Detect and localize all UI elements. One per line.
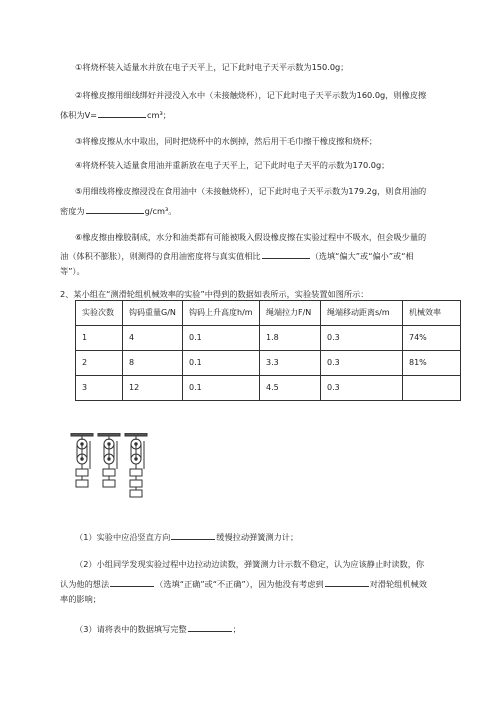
factor-answer-blank[interactable] xyxy=(325,578,369,587)
table-cell: 8 xyxy=(123,351,183,376)
step-5-text-line2 xyxy=(60,205,176,215)
step-6-compare-label: 油（体积不膨胀），则测得的食用油密度将与真实值相比 xyxy=(60,251,261,261)
pulley-apparatus-figure xyxy=(68,433,150,499)
sub-1-label: （1）实验中应沿竖直方向 xyxy=(75,532,171,542)
table-header-row xyxy=(76,301,461,326)
table-cell: 12 xyxy=(123,376,183,401)
opinion-answer-blank[interactable] xyxy=(110,578,154,587)
table-cell: 0.1 xyxy=(183,326,260,351)
step-5-text-line1: ⑤用细线将橡皮擦浸没在食用油中（未接触烧杯），记下此时电子天平示数为179.2g，则食用油的 xyxy=(75,186,427,196)
volume-answer-blank[interactable] xyxy=(98,109,146,118)
step-3-text: ③将橡皮擦从水中取出，同时把烧杯中的水倒掉，然后用干毛巾擦干橡皮擦和烧杯； xyxy=(75,136,378,146)
table-cell: 1.8 xyxy=(260,326,321,351)
header-force: 绳端拉力F/N xyxy=(260,301,321,326)
table-cell: 3.3 xyxy=(260,351,321,376)
efficiency-answer-cell[interactable] xyxy=(403,376,461,401)
sub-question-2-line1: （2）小组同学发现实验过程中边拉动边读数，弹簧测力计示数不稳定，认为应该静止时读数，你 xyxy=(75,559,425,569)
experiment-data-table xyxy=(75,300,461,401)
step-1-text: ①将烧杯装入适量水并放在电子天平上，记下此时电子天平示数为150.0g； xyxy=(75,62,349,72)
header-efficiency: 机械效率 xyxy=(403,301,461,326)
sub-question-2-line3: 率的影响； xyxy=(60,594,101,604)
table-row xyxy=(76,351,461,376)
table-cell: 4.5 xyxy=(260,376,321,401)
step-2-volume-label: 体积为V= xyxy=(60,110,98,120)
direction-answer-blank[interactable] xyxy=(171,531,215,540)
density-answer-blank[interactable] xyxy=(86,205,144,214)
table-cell: 81% xyxy=(403,351,461,376)
table-cell: 0.3 xyxy=(321,351,403,376)
pulley-setup-3 xyxy=(125,433,147,497)
table-row xyxy=(76,326,461,351)
pulley-setup-2 xyxy=(98,433,120,487)
step-4-text: ④将烧杯装入适量食用油并重新放在电子天平上，记下此时电子天平的示数为170.0g； xyxy=(75,160,390,170)
step-6-text-line2 xyxy=(60,250,414,260)
sub-2-label: 认为他的想法 xyxy=(60,579,110,589)
table-cell: 0.1 xyxy=(183,376,260,401)
step-6-options: （选填“偏大”或“偏小”或“相 xyxy=(310,251,414,261)
sub-1-suffix: 缓慢拉动弹簧测力计； xyxy=(216,532,299,542)
sub-question-3 xyxy=(75,623,241,633)
sub-3-suffix: ； xyxy=(232,624,241,634)
step-2-text-line1: ②将橡皮擦用细线绑好并浸没入水中（未接触烧杯），记下此时电子天平示数为160.0g，则橡皮擦 xyxy=(75,90,427,100)
sub-question-1 xyxy=(75,531,298,541)
table-cell: 2 xyxy=(76,351,123,376)
step-6-text-line3: 等”）。 xyxy=(60,266,85,276)
question-2-intro: 2、某小组在“测滑轮组机械效率的实验”中得到的数据如表所示，实验装置如图所示： xyxy=(60,289,369,299)
header-distance: 绳端移动距离s/m xyxy=(321,301,403,326)
table-cell: 74% xyxy=(403,326,461,351)
table-cell: 0.3 xyxy=(321,376,403,401)
sub-question-2-line2 xyxy=(60,578,427,588)
step-6-text-line1: ⑥橡皮擦由橡胶制成，水分和油类都有可能被吸入假设橡皮擦在实验过程中不吸水，但会吸少量的 xyxy=(75,232,427,242)
step-5-density-unit: g/cm³。 xyxy=(144,206,177,216)
step-5-density-label: 密度为 xyxy=(60,206,85,216)
step-2-volume-unit: cm³； xyxy=(147,110,171,120)
header-height: 钩码上升高度h/m xyxy=(183,301,260,326)
table-cell: 4 xyxy=(123,326,183,351)
sub-3-label: （3）请将表中的数据填写完整 xyxy=(75,624,187,634)
step-2-text-line2 xyxy=(60,109,171,119)
table-cell: 0.3 xyxy=(321,326,403,351)
pulley-setup-1 xyxy=(71,433,93,487)
header-trial: 实验次数 xyxy=(76,301,123,326)
table-cell: 0.1 xyxy=(183,351,260,376)
table-cell: 1 xyxy=(76,326,123,351)
compare-answer-blank[interactable] xyxy=(262,250,310,259)
sub-2-options: （选填“正确”或“不正确”），因为他没有考虑到 xyxy=(155,579,324,589)
sub-2-suffix: 对滑轮组机械效 xyxy=(369,579,427,589)
table-cell: 3 xyxy=(76,376,123,401)
table-fill-answer-blank[interactable] xyxy=(188,623,232,632)
table-row xyxy=(76,376,461,401)
header-weight: 钩码重量G/N xyxy=(123,301,183,326)
